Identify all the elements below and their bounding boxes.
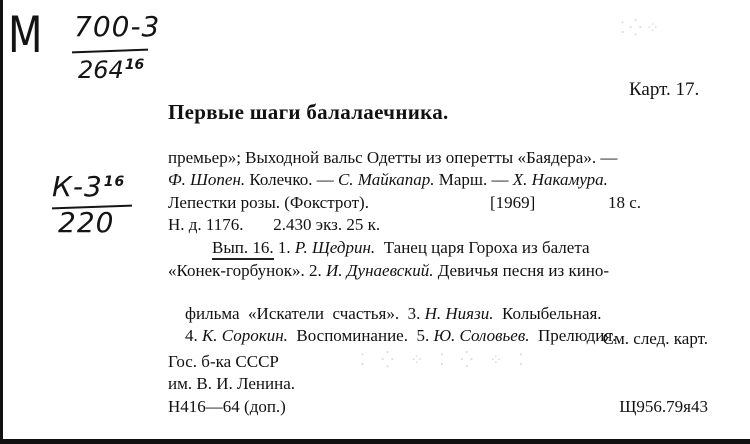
second-shelfmark [52,170,125,203]
card-left-edge [0,0,3,444]
text: Девичья песня из кино- [433,261,610,280]
card-title: Первые шаги балалаечника. [168,100,449,124]
shelfmark-divider [72,49,148,54]
author-dunaevsky: И. Дунаевский. [325,261,434,280]
body-line-1: премьер»; Выходной вальс Одетты из оперетты «Баядера». — [168,148,618,167]
author-soloviev: Ю. Соловьев. [433,326,530,345]
faded-stamp-bottom: ⁚ ⁛ ⁘ ⁚ ⁛ ⁘ ⁚ [360,352,530,369]
author-shchedrin: Р. Щедрин. [294,238,376,257]
text: Танец царя Гороха из балета [375,238,590,257]
classification-code: Щ956.79я43 [619,397,708,416]
author-niyazi: Н. Ниязи. [424,304,494,323]
shelfmark-bottom [78,56,144,84]
issue-number: Вып. 16. [212,238,274,260]
text: Колыбельная. [493,304,602,323]
body-line-5 [212,238,590,260]
page-count: 18 с. [608,193,642,212]
text: Прелюдия. [529,326,617,345]
shelfmark-bottom-sup: 16 [124,57,145,73]
body-line-6 [168,261,609,281]
author-nakamura: Х. Накамура. [512,170,608,189]
text: 1. [273,238,295,257]
second-shelfmark-top: К-3 [52,170,103,203]
text: Колечко. — [245,170,338,189]
body-line-4: Н. д. 1176. 2.430 экз. 25 к. [168,215,381,234]
see-next-card: См. след. карт. [602,329,708,348]
body-line-3 [168,193,642,213]
text: Марш. — [434,170,513,189]
body-line-2 [168,170,608,190]
shelfmark-top-number: 700-3 [74,10,161,43]
author-maikapar: С. Майкапар. [337,170,435,189]
text: «Конек-горбунок». 2. [168,261,326,280]
text: Лепестки розы. (Фокстрот). [168,193,369,212]
library-name-1: Гос. б-ка СССР [168,352,279,371]
shelfmark-bottom-number: 264 [78,56,124,84]
text: фильма «Искатели счастья». 3. [185,304,425,323]
author-sorokin: К. Сорокин. [202,326,288,345]
library-name-2: им. В. И. Ленина. [168,374,296,393]
order-number: Н416—64 (доп.) [168,397,286,416]
shelfmark-letter: М [8,6,43,64]
text: 4. [185,326,202,345]
card-number: Карт. 17. [629,79,700,100]
text: Воспоминание. 5. [287,326,434,345]
second-shelfmark-bottom: 220 [58,206,115,239]
year-bracket: [1969] [490,193,536,212]
second-shelfmark-sup: 16 [103,173,126,190]
author-chopin: Ф. Шопен. [168,170,246,189]
faded-stamp-top: ⁚ ⁛ ⁘ [620,20,660,37]
card-bottom-edge [0,439,750,444]
